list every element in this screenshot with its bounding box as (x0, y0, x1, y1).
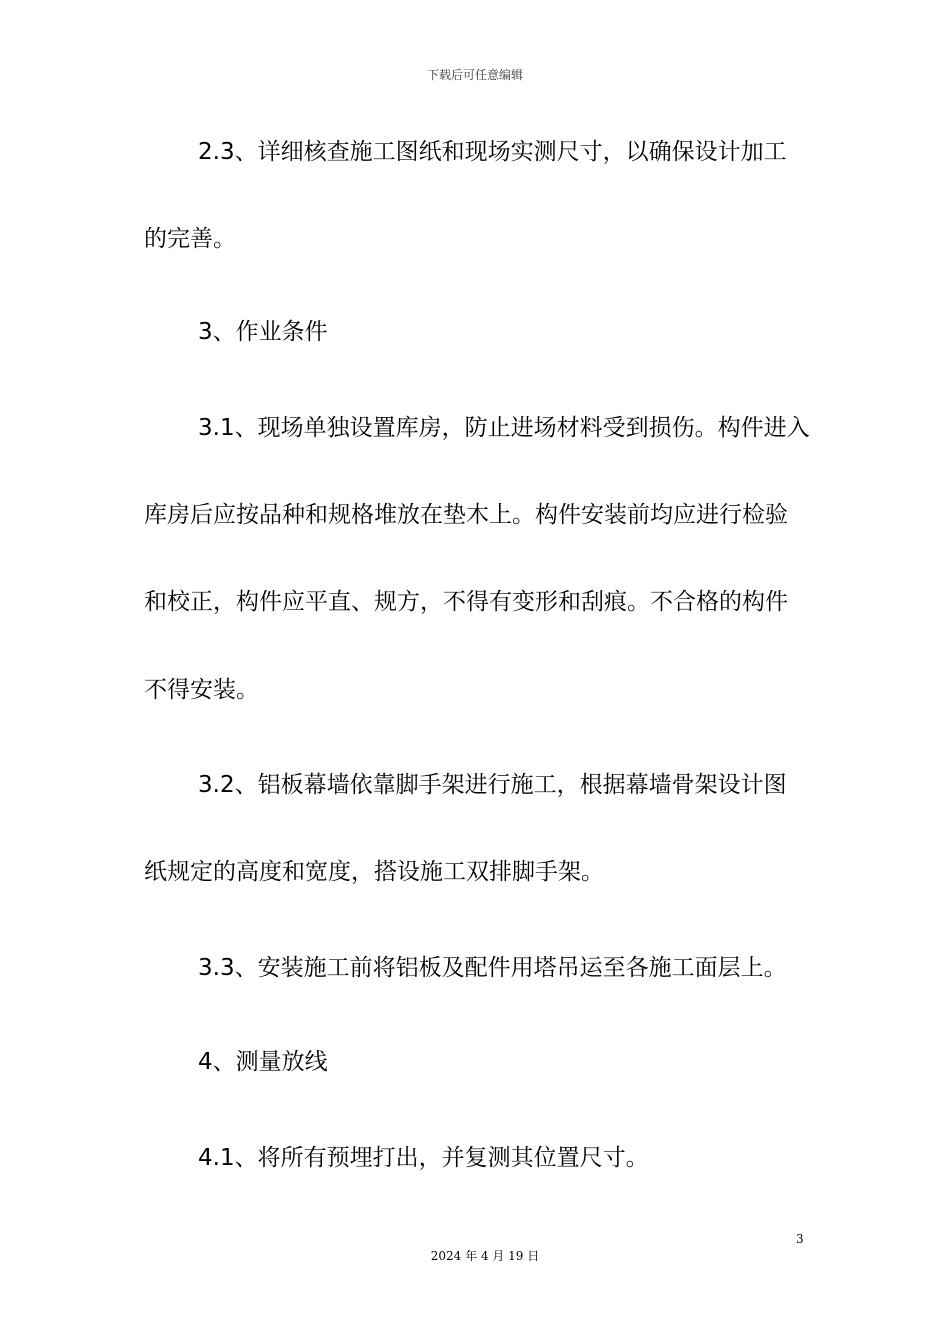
paragraph-line: 3.2、铝板幕墙依靠脚手架进行施工，根据幕墙骨架设计图 (198, 772, 787, 798)
paragraph-line: 3.1、现场单独设置库房，防止进场材料受到损伤。构件进入 (198, 415, 810, 441)
paragraph-line: 3.3、安装施工前将铝板及配件用塔吊运至各施工面层上。 (198, 955, 787, 981)
paragraph-line: 和校正，构件应平直、规方，不得有变形和刮痕。不合格的构件 (144, 589, 788, 615)
paragraph-line: 2.3、详细核查施工图纸和现场实测尺寸，以确保设计加工 (198, 139, 787, 165)
section-heading: 4、测量放线 (198, 1049, 328, 1075)
page-number: 3 (796, 1232, 804, 1246)
page-header: 下载后可任意编辑 (426, 68, 523, 82)
paragraph-line: 纸规定的高度和宽度，搭设施工双排脚手架。 (144, 859, 604, 885)
paragraph-line: 的完善。 (144, 226, 236, 252)
section-heading: 3、作业条件 (198, 319, 328, 345)
paragraph-line: 4.1、将所有预埋打出，并复测其位置尺寸。 (198, 1145, 649, 1171)
footer-date: 2024 年 4 月 19 日 (430, 1249, 540, 1263)
paragraph-line: 库房后应按品种和规格堆放在垫木上。构件安装前均应进行检验 (144, 502, 788, 528)
paragraph-line: 不得安装。 (144, 677, 259, 703)
